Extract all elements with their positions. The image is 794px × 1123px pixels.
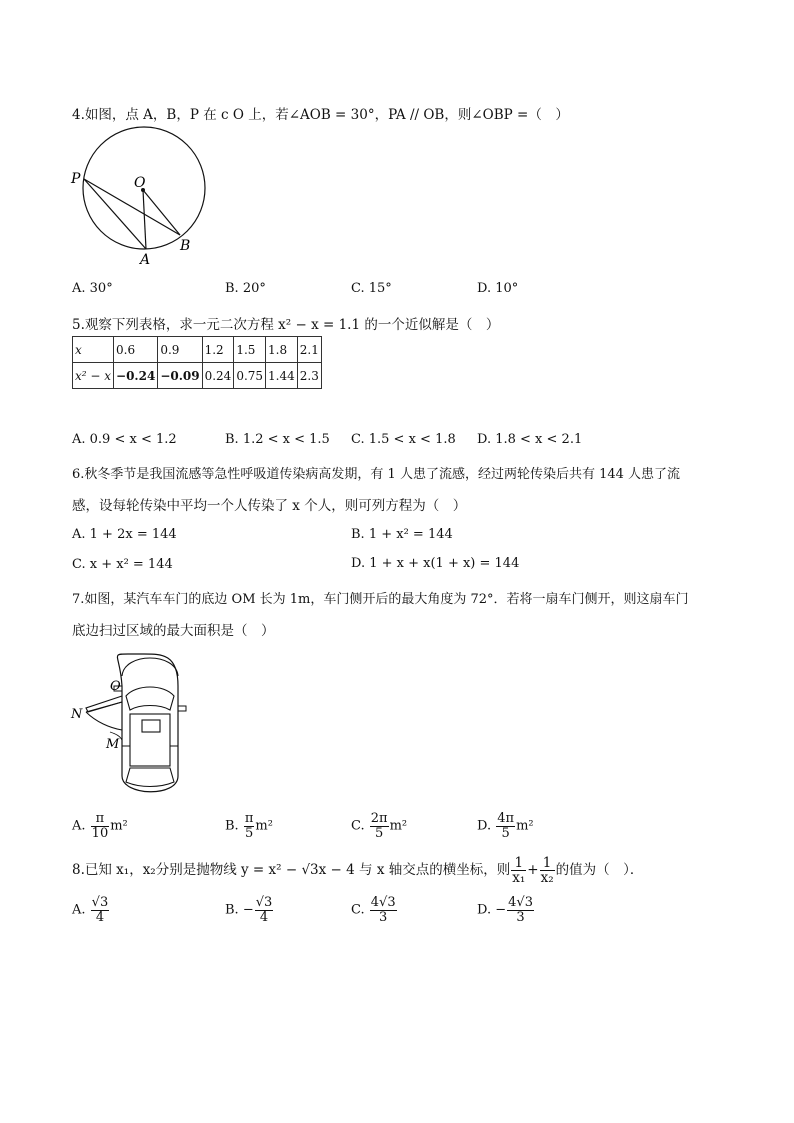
fraction-denominator: 3 xyxy=(379,909,388,925)
fraction-denominator: 5 xyxy=(244,825,254,841)
fraction-denominator: 4 xyxy=(259,909,269,925)
table-cell: 0.24 xyxy=(202,363,234,389)
sign: − xyxy=(242,902,254,918)
option-prefix: D. xyxy=(477,818,492,834)
q4-circle-figure xyxy=(66,124,216,274)
q7-option-a[interactable] xyxy=(72,812,128,840)
fraction-denominator: 5 xyxy=(375,825,384,841)
q7-option-c[interactable] xyxy=(351,812,407,840)
option-prefix: C. xyxy=(351,902,365,918)
table-cell: 2.3 xyxy=(297,363,321,389)
fraction-numerator: 1 xyxy=(511,856,526,871)
table-row xyxy=(73,363,322,389)
q5-option-a[interactable]: A. 0.9 < x < 1.2 xyxy=(72,432,177,447)
q5-stem: 5.观察下列表格，求一元二次方程 x² − x = 1.1 的一个近似解是（ ） xyxy=(72,317,500,333)
table-cell: −0.09 xyxy=(158,363,202,389)
table-cell: x² − x xyxy=(73,363,114,389)
q7-line1: 7.如图，某汽车车门的底边 OM 长为 1m，车门侧开后的最大角度为 72°．若将一扇车门侧开，则这扇车门 xyxy=(72,592,689,607)
fraction-numerator: 1 xyxy=(540,856,555,871)
label-O: O xyxy=(110,679,121,694)
label-O: O xyxy=(134,175,146,191)
q4-option-b[interactable]: B. 20° xyxy=(225,281,266,296)
label-P: P xyxy=(71,171,81,187)
table-cell: x xyxy=(73,337,114,363)
q6-option-a[interactable]: A. 1 + 2x = 144 xyxy=(72,527,177,542)
fraction-numerator: π xyxy=(91,812,110,827)
table-cell: 0.6 xyxy=(114,337,158,363)
q8-option-b[interactable] xyxy=(225,896,274,924)
q8-stem-b: 的值为（ ）． xyxy=(555,862,644,879)
fraction-denominator: 5 xyxy=(501,825,510,841)
fraction-denominator: x₂ xyxy=(540,870,554,887)
q8-option-c[interactable] xyxy=(351,896,398,924)
option-prefix: B. xyxy=(225,818,239,834)
label-B: B xyxy=(180,238,191,254)
q5-option-b[interactable]: B. 1.2 < x < 1.5 xyxy=(225,432,330,447)
q4-option-d[interactable]: D. 10° xyxy=(477,281,519,296)
table-cell: 1.5 xyxy=(234,337,266,363)
q7-option-b[interactable] xyxy=(225,812,273,840)
table-row xyxy=(73,337,322,363)
label-M: M xyxy=(106,737,120,752)
unit: m² xyxy=(255,818,273,834)
q6-option-c[interactable]: C. x + x² = 144 xyxy=(72,557,173,572)
option-prefix: C. xyxy=(351,818,365,834)
q5-table xyxy=(72,336,322,389)
q7-car-figure xyxy=(66,646,196,806)
option-prefix: B. xyxy=(225,902,239,918)
option-prefix: D. xyxy=(477,902,492,918)
table-cell: 1.8 xyxy=(266,337,298,363)
q6-option-b[interactable]: B. 1 + x² = 144 xyxy=(351,527,453,542)
table-cell: 0.75 xyxy=(234,363,266,389)
q4-option-a[interactable]: A. 30° xyxy=(72,281,113,296)
fraction-denominator: x₁ xyxy=(512,870,526,887)
q7-line2: 底边扫过区域的最大面积是（ ） xyxy=(72,623,275,639)
label-A: A xyxy=(140,252,151,268)
fraction-numerator: 4√3 xyxy=(508,895,533,910)
table-cell: 1.2 xyxy=(202,337,234,363)
q7-option-d[interactable] xyxy=(477,812,534,840)
fraction-numerator: √3 xyxy=(91,895,109,910)
q8-option-d[interactable] xyxy=(477,896,535,924)
option-prefix: A. xyxy=(72,902,86,918)
unit: m² xyxy=(516,818,534,834)
fraction-numerator: 4√3 xyxy=(370,895,396,910)
plus-sign: + xyxy=(527,862,539,879)
table-cell: −0.24 xyxy=(114,363,158,389)
table-cell: 0.9 xyxy=(158,337,202,363)
q5-option-c[interactable]: C. 1.5 < x < 1.8 xyxy=(351,432,456,447)
option-prefix: A. xyxy=(72,818,86,834)
q6-option-d[interactable]: D. 1 + x + x(1 + x) = 144 xyxy=(351,556,520,571)
sign: − xyxy=(495,902,507,918)
table-cell: 2.1 xyxy=(297,337,321,363)
label-N: N xyxy=(71,707,83,722)
q4-stem: 4.如图，点 A，B，P 在 c O 上，若∠AOB = 30°，PA // OB，则∠OBP =（ ） xyxy=(72,107,569,123)
q8-stem-a: 8.已知 x₁，x₂分别是抛物线 y = x² − √3x − 4 与 x 轴交点的横坐标，则 xyxy=(72,862,511,879)
fraction-denominator: 10 xyxy=(91,825,109,841)
q4-option-c[interactable]: C. 15° xyxy=(351,281,392,296)
q5-option-d[interactable]: D. 1.8 < x < 2.1 xyxy=(477,432,583,447)
fraction-numerator: √3 xyxy=(255,895,273,910)
q6-line1: 6.秋冬季节是我国流感等急性呼吸道传染病高发期，有 1 人患了流感，经过两轮传染后共有 144 人患了流 xyxy=(72,467,681,482)
q8-option-a[interactable] xyxy=(72,896,110,924)
fraction-denominator: 4 xyxy=(95,909,105,925)
table-cell: 1.44 xyxy=(266,363,298,389)
q6-line2: 感，设每轮传染中平均一个人传染了 x 个人，则可列方程为（ ） xyxy=(72,498,467,514)
q8-stem xyxy=(72,856,643,885)
fraction-denominator: 3 xyxy=(516,909,525,925)
fraction-numerator: 2π xyxy=(370,811,388,826)
fraction-numerator: 4π xyxy=(497,811,515,826)
unit: m² xyxy=(389,818,408,834)
unit: m² xyxy=(110,818,128,834)
fraction-numerator: π xyxy=(244,811,254,826)
